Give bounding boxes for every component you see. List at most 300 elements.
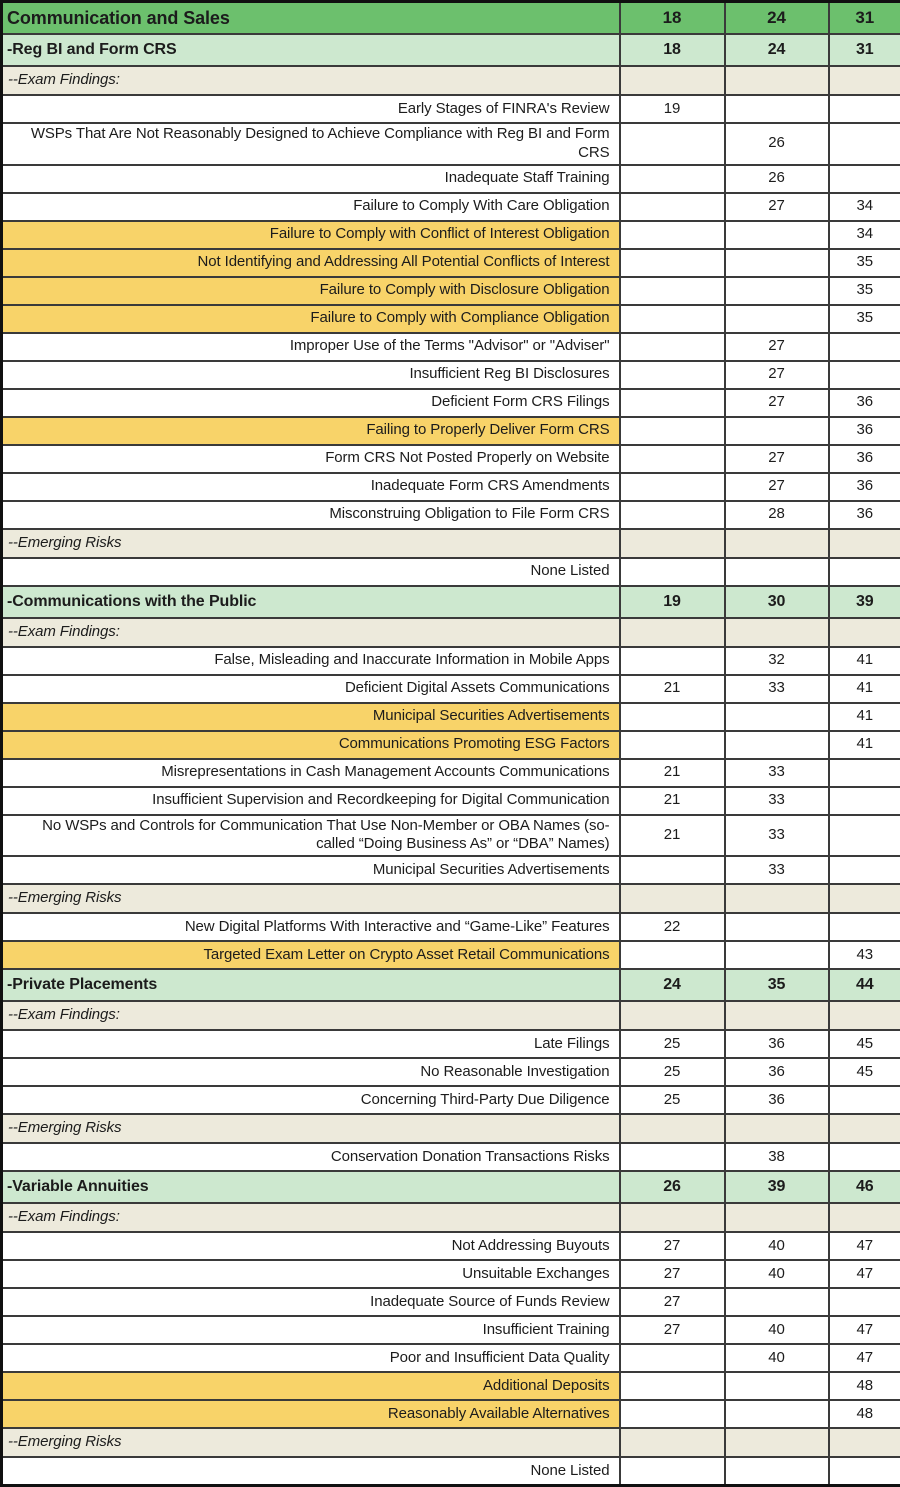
- page-number-cell-col3: [829, 1457, 900, 1486]
- page-number-cell-col1: 27: [620, 1232, 725, 1260]
- section-row: [2, 586, 900, 618]
- highlighted-topic-row: [2, 249, 900, 277]
- page-number-cell-col2: 33: [725, 675, 829, 703]
- page-number-cell-col3: [829, 95, 900, 123]
- page-number-cell-col1: 27: [620, 1260, 725, 1288]
- page-number-cell-col1: [620, 277, 725, 305]
- page-number-cell-col3: 44: [829, 969, 900, 1001]
- highlighted-topic-row: [2, 221, 900, 249]
- topic-row: [2, 165, 900, 193]
- topic-cell: [2, 1372, 620, 1400]
- page-number-cell-col1: [620, 856, 725, 884]
- topic-row: [2, 1058, 900, 1086]
- page-number-cell-col3: [829, 529, 900, 558]
- topic-label: -Reg BI and Form CRS: [7, 41, 177, 58]
- page-number-cell-col1: [620, 941, 725, 969]
- topic-cell: [2, 2, 620, 35]
- topic-row: [2, 647, 900, 675]
- topic-row: [2, 1143, 900, 1171]
- page-number-cell-col3: 36: [829, 445, 900, 473]
- page-number-cell-col1: [620, 1143, 725, 1171]
- topic-label: Not Addressing Buyouts: [452, 1237, 610, 1254]
- topic-row: [2, 95, 900, 123]
- page-number-cell-col2: [725, 1001, 829, 1030]
- topic-label: -Variable Annuities: [7, 1178, 149, 1195]
- page-number-cell-col2: [725, 221, 829, 249]
- page-number-cell-col2: 40: [725, 1260, 829, 1288]
- page-number-cell-col2: 33: [725, 815, 829, 857]
- page-number-cell-col1: [620, 529, 725, 558]
- highlighted-topic-row: [2, 731, 900, 759]
- page-number-cell-col1: [620, 165, 725, 193]
- topic-cell: [2, 1030, 620, 1058]
- topic-label: Municipal Securities Advertisements: [373, 861, 610, 878]
- page-number-cell-col1: 24: [620, 969, 725, 1001]
- page-number-cell-col1: [620, 193, 725, 221]
- page-number-cell-col2: 27: [725, 361, 829, 389]
- page-number-cell-col2: [725, 884, 829, 913]
- topic-label: Deficient Form CRS Filings: [431, 393, 609, 410]
- page-number-cell-col1: [620, 1203, 725, 1232]
- section-row: [2, 34, 900, 66]
- page-number-cell-col1: 21: [620, 759, 725, 787]
- topic-cell: [2, 1143, 620, 1171]
- topic-label: Failing to Properly Deliver Form CRS: [366, 421, 609, 438]
- topic-cell: [2, 703, 620, 731]
- page-number-cell-col3: 48: [829, 1372, 900, 1400]
- page-number-cell-col3: 43: [829, 941, 900, 969]
- page-number-cell-col3: [829, 1428, 900, 1457]
- page-number-cell-col2: 26: [725, 165, 829, 193]
- page-number-cell-col2: [725, 618, 829, 647]
- page-number-cell-col2: 24: [725, 34, 829, 66]
- page-number-cell-col3: [829, 66, 900, 95]
- page-number-cell-col1: [620, 647, 725, 675]
- topic-cell: [2, 1428, 620, 1457]
- topic-row: [2, 1232, 900, 1260]
- page-number-cell-col1: 26: [620, 1171, 725, 1203]
- page-number-cell-col2: 39: [725, 1171, 829, 1203]
- topic-cell: [2, 1171, 620, 1203]
- page-number-cell-col1: 21: [620, 787, 725, 815]
- page-number-cell-col2: [725, 1428, 829, 1457]
- topic-row: [2, 501, 900, 529]
- page-number-cell-col1: [620, 703, 725, 731]
- topic-label: Concerning Third-Party Due Diligence: [361, 1091, 610, 1108]
- topic-label: Reasonably Available Alternatives: [388, 1405, 610, 1422]
- page-number-cell-col2: [725, 913, 829, 941]
- topic-row: [2, 1086, 900, 1114]
- highlighted-topic-row: [2, 703, 900, 731]
- page-number-cell-col1: [620, 333, 725, 361]
- page-number-cell-col3: 39: [829, 586, 900, 618]
- page-number-cell-col1: [620, 1457, 725, 1486]
- topic-cell: [2, 941, 620, 969]
- topic-cell: [2, 647, 620, 675]
- page-number-cell-col1: [620, 884, 725, 913]
- page-number-cell-col1: [620, 473, 725, 501]
- page-number-cell-col2: 33: [725, 856, 829, 884]
- topic-cell: [2, 558, 620, 586]
- topic-cell: [2, 417, 620, 445]
- page-number-cell-col1: 27: [620, 1288, 725, 1316]
- topic-row: [2, 675, 900, 703]
- page-number-cell-col3: 36: [829, 417, 900, 445]
- topic-label: New Digital Platforms With Interactive and “Game-Like” Features: [185, 918, 610, 935]
- topic-row: [2, 1316, 900, 1344]
- topic-cell: [2, 1260, 620, 1288]
- page-number-cell-col1: 18: [620, 2, 725, 35]
- page-number-cell-col2: 24: [725, 2, 829, 35]
- topic-cell: [2, 1086, 620, 1114]
- subheader-row: [2, 66, 900, 95]
- topic-cell: [2, 1344, 620, 1372]
- topic-cell: [2, 787, 620, 815]
- highlighted-topic-row: [2, 941, 900, 969]
- topic-cell: [2, 277, 620, 305]
- page-number-cell-col2: 36: [725, 1058, 829, 1086]
- topic-label: Misrepresentations in Cash Management Accounts Communications: [161, 763, 609, 780]
- page-number-cell-col2: 40: [725, 1232, 829, 1260]
- topic-cell: [2, 1001, 620, 1030]
- topic-cell: [2, 675, 620, 703]
- subheader-row: [2, 1203, 900, 1232]
- page-number-cell-col3: [829, 558, 900, 586]
- topic-row: [2, 1260, 900, 1288]
- page-number-cell-col2: 36: [725, 1030, 829, 1058]
- page-number-cell-col2: 27: [725, 193, 829, 221]
- topic-cell: [2, 815, 620, 857]
- topic-label: None Listed: [531, 562, 610, 579]
- topic-row: [2, 361, 900, 389]
- subheader-row: [2, 618, 900, 647]
- page-number-cell-col3: 47: [829, 1232, 900, 1260]
- topic-cell: [2, 618, 620, 647]
- topic-label: Improper Use of the Terms "Advisor" or "Adviser": [290, 337, 610, 354]
- section-row: [2, 969, 900, 1001]
- topic-cell: [2, 361, 620, 389]
- page-number-cell-col1: [620, 445, 725, 473]
- page-number-cell-col3: 34: [829, 221, 900, 249]
- topic-label: No WSPs and Controls for Communication That Use Non-Member or OBA Names (so-called “Doing Business As” or “DBA” Names): [42, 817, 609, 853]
- topic-label: -Private Placements: [7, 976, 157, 993]
- topic-cell: [2, 1288, 620, 1316]
- page-number-cell-col2: 38: [725, 1143, 829, 1171]
- topic-label: Failure to Comply with Compliance Obligation: [310, 309, 609, 326]
- highlighted-topic-row: [2, 1372, 900, 1400]
- topic-cell: [2, 856, 620, 884]
- topic-label: --Emerging Risks: [8, 534, 121, 551]
- highlighted-topic-row: [2, 1400, 900, 1428]
- page-number-cell-col3: 41: [829, 731, 900, 759]
- page-number-cell-col3: 48: [829, 1400, 900, 1428]
- topic-label: Insufficient Training: [483, 1321, 610, 1338]
- page-number-cell-col3: 31: [829, 2, 900, 35]
- page-number-cell-col3: 35: [829, 305, 900, 333]
- topic-label: None Listed: [531, 1462, 610, 1479]
- topic-row: [2, 389, 900, 417]
- page-number-cell-col2: [725, 1400, 829, 1428]
- page-number-cell-col2: 40: [725, 1344, 829, 1372]
- page-number-cell-col1: 25: [620, 1058, 725, 1086]
- page-number-cell-col1: [620, 1400, 725, 1428]
- topic-label: Early Stages of FINRA's Review: [398, 100, 610, 117]
- topic-label: Inadequate Source of Funds Review: [370, 1293, 609, 1310]
- highlighted-topic-row: [2, 305, 900, 333]
- topic-label: Targeted Exam Letter on Crypto Asset Retail Communications: [203, 946, 609, 963]
- subheader-row: [2, 884, 900, 913]
- subheader-row: [2, 1001, 900, 1030]
- page-number-cell-col1: [620, 305, 725, 333]
- topic-label: --Emerging Risks: [8, 889, 121, 906]
- topic-cell: [2, 501, 620, 529]
- topic-label: No Reasonable Investigation: [420, 1063, 609, 1080]
- page-number-cell-col3: 36: [829, 501, 900, 529]
- page-number-cell-col2: [725, 941, 829, 969]
- topic-row: [2, 759, 900, 787]
- page-number-cell-col3: [829, 1114, 900, 1143]
- topic-label: Late Filings: [534, 1035, 610, 1052]
- topic-row: [2, 787, 900, 815]
- page-number-cell-col2: [725, 703, 829, 731]
- page-number-cell-col1: [620, 361, 725, 389]
- topic-row: [2, 1030, 900, 1058]
- topic-cell: [2, 445, 620, 473]
- page-number-cell-col1: [620, 731, 725, 759]
- topic-row: [2, 123, 900, 165]
- highlighted-topic-row: [2, 417, 900, 445]
- page-number-cell-col3: [829, 1001, 900, 1030]
- topic-cell: [2, 1232, 620, 1260]
- page-number-cell-col3: 35: [829, 249, 900, 277]
- page-number-cell-col2: [725, 417, 829, 445]
- page-number-cell-col3: 46: [829, 1171, 900, 1203]
- topic-label: Misconstruing Obligation to File Form CRS: [329, 505, 609, 522]
- contents-table-body: [2, 2, 900, 1486]
- topic-cell: [2, 305, 620, 333]
- page-number-cell-col3: 41: [829, 703, 900, 731]
- topic-label: False, Misleading and Inaccurate Information in Mobile Apps: [214, 651, 609, 668]
- page-number-cell-col2: 28: [725, 501, 829, 529]
- page-number-cell-col3: 45: [829, 1058, 900, 1086]
- topic-label: Inadequate Staff Training: [445, 169, 610, 186]
- page-number-cell-col1: 19: [620, 95, 725, 123]
- topic-cell: [2, 333, 620, 361]
- topic-cell: [2, 759, 620, 787]
- topic-cell: [2, 884, 620, 913]
- topic-cell: [2, 249, 620, 277]
- topic-row: [2, 193, 900, 221]
- topic-cell: [2, 389, 620, 417]
- page-number-cell-col1: [620, 389, 725, 417]
- topic-label: Form CRS Not Posted Properly on Website: [325, 449, 609, 466]
- topic-label: -Communications with the Public: [7, 593, 256, 610]
- page-number-cell-col3: [829, 618, 900, 647]
- page-number-cell-col2: 27: [725, 333, 829, 361]
- page-number-cell-col2: [725, 558, 829, 586]
- page-number-cell-col3: 47: [829, 1344, 900, 1372]
- topic-label: Not Identifying and Addressing All Potential Conflicts of Interest: [198, 253, 610, 270]
- topic-row: [2, 1288, 900, 1316]
- topic-label: Deficient Digital Assets Communications: [345, 679, 610, 696]
- page-number-cell-col3: 35: [829, 277, 900, 305]
- page-number-cell-col2: 32: [725, 647, 829, 675]
- topic-label: --Exam Findings:: [8, 623, 120, 640]
- page-number-cell-col3: 36: [829, 473, 900, 501]
- topic-row: [2, 473, 900, 501]
- page-number-cell-col2: [725, 731, 829, 759]
- page-number-cell-col3: 41: [829, 647, 900, 675]
- topic-label: --Emerging Risks: [8, 1433, 121, 1450]
- page-number-cell-col1: 25: [620, 1030, 725, 1058]
- page-number-cell-col3: [829, 1086, 900, 1114]
- topic-label: WSPs That Are Not Reasonably Designed to Achieve Compliance with Reg BI and Form CRS: [31, 125, 610, 161]
- topic-cell: [2, 123, 620, 165]
- topic-cell: [2, 913, 620, 941]
- page-number-cell-col1: 27: [620, 1316, 725, 1344]
- page-number-cell-col2: [725, 305, 829, 333]
- page-number-cell-col1: 21: [620, 815, 725, 857]
- topic-cell: [2, 1457, 620, 1486]
- page-number-cell-col2: 26: [725, 123, 829, 165]
- topic-label: Additional Deposits: [483, 1377, 610, 1394]
- topic-row: [2, 815, 900, 857]
- page-number-cell-col3: [829, 165, 900, 193]
- page-number-cell-col1: 19: [620, 586, 725, 618]
- topic-label: Failure to Comply with Disclosure Obligation: [320, 281, 610, 298]
- topic-label: --Exam Findings:: [8, 71, 120, 88]
- page-number-cell-col3: [829, 884, 900, 913]
- topic-row: [2, 558, 900, 586]
- page-number-cell-col2: 30: [725, 586, 829, 618]
- topic-cell: [2, 1058, 620, 1086]
- page-number-cell-col2: 35: [725, 969, 829, 1001]
- topic-cell: [2, 1203, 620, 1232]
- page-number-cell-col1: [620, 618, 725, 647]
- page-number-cell-col1: [620, 1344, 725, 1372]
- topic-label: Poor and Insufficient Data Quality: [390, 1349, 610, 1366]
- topic-label: Municipal Securities Advertisements: [373, 707, 610, 724]
- topic-cell: [2, 586, 620, 618]
- topic-cell: [2, 221, 620, 249]
- topic-label: --Exam Findings:: [8, 1006, 120, 1023]
- page-number-cell-col1: [620, 221, 725, 249]
- page-number-cell-col1: 22: [620, 913, 725, 941]
- page-number-cell-col3: [829, 361, 900, 389]
- page-number-cell-col3: [829, 123, 900, 165]
- page-number-cell-col1: [620, 1372, 725, 1400]
- topic-cell: [2, 969, 620, 1001]
- subheader-row: [2, 1428, 900, 1457]
- page-number-cell-col1: [620, 66, 725, 95]
- page-number-cell-col2: [725, 1288, 829, 1316]
- page-number-cell-col3: 47: [829, 1260, 900, 1288]
- topic-label: --Exam Findings:: [8, 1208, 120, 1225]
- page-number-cell-col3: 36: [829, 389, 900, 417]
- topic-label: Failure to Comply With Care Obligation: [353, 197, 609, 214]
- topic-row: [2, 856, 900, 884]
- page-number-cell-col2: 33: [725, 787, 829, 815]
- page-number-cell-col1: 25: [620, 1086, 725, 1114]
- page-number-cell-col2: [725, 1372, 829, 1400]
- topic-label: Insufficient Supervision and Recordkeeping for Digital Communication: [152, 791, 609, 808]
- topic-label: Unsuitable Exchanges: [462, 1265, 609, 1282]
- page-number-cell-col2: [725, 529, 829, 558]
- page-number-cell-col3: [829, 759, 900, 787]
- page-number-cell-col3: 31: [829, 34, 900, 66]
- topic-cell: [2, 193, 620, 221]
- page-number-cell-col3: 41: [829, 675, 900, 703]
- page-number-cell-col2: [725, 1457, 829, 1486]
- topic-cell: [2, 66, 620, 95]
- page-number-cell-col1: 18: [620, 34, 725, 66]
- topic-cell: [2, 1400, 620, 1428]
- section-row: [2, 1171, 900, 1203]
- page-number-cell-col3: [829, 913, 900, 941]
- topic-label: Communication and Sales: [7, 8, 230, 28]
- page-number-cell-col1: [620, 1001, 725, 1030]
- page-number-cell-col2: [725, 95, 829, 123]
- page-number-cell-col2: 36: [725, 1086, 829, 1114]
- page-number-cell-col1: [620, 501, 725, 529]
- topic-row: [2, 913, 900, 941]
- page-number-cell-col3: [829, 787, 900, 815]
- page-number-cell-col1: [620, 1114, 725, 1143]
- page-number-cell-col1: 21: [620, 675, 725, 703]
- topic-cell: [2, 1114, 620, 1143]
- page-number-cell-col1: [620, 417, 725, 445]
- topic-row: [2, 445, 900, 473]
- topic-cell: [2, 165, 620, 193]
- page-number-cell-col2: [725, 1203, 829, 1232]
- subheader-row: [2, 1114, 900, 1143]
- topic-label: --Emerging Risks: [8, 1119, 121, 1136]
- page-number-cell-col2: 27: [725, 389, 829, 417]
- title-row: [2, 2, 900, 35]
- topic-row: [2, 1457, 900, 1486]
- page-number-cell-col1: [620, 249, 725, 277]
- page-number-cell-col3: [829, 1288, 900, 1316]
- topic-label: Inadequate Form CRS Amendments: [371, 477, 610, 494]
- page-number-cell-col2: [725, 277, 829, 305]
- page-number-cell-col2: [725, 66, 829, 95]
- page-number-cell-col2: 27: [725, 445, 829, 473]
- topic-cell: [2, 529, 620, 558]
- page-number-cell-col3: [829, 333, 900, 361]
- topic-cell: [2, 473, 620, 501]
- topic-cell: [2, 731, 620, 759]
- page-number-cell-col2: 33: [725, 759, 829, 787]
- page-number-cell-col1: [620, 1428, 725, 1457]
- topic-label: Conservation Donation Transactions Risks: [331, 1148, 610, 1165]
- page-number-cell-col3: [829, 815, 900, 857]
- page-number-cell-col2: 40: [725, 1316, 829, 1344]
- topic-cell: [2, 1316, 620, 1344]
- page-number-cell-col2: [725, 249, 829, 277]
- page-number-cell-col3: [829, 1143, 900, 1171]
- page-number-cell-col3: 47: [829, 1316, 900, 1344]
- page-number-cell-col3: [829, 1203, 900, 1232]
- page-number-cell-col1: [620, 558, 725, 586]
- topic-cell: [2, 34, 620, 66]
- topic-row: [2, 1344, 900, 1372]
- page-number-cell-col3: [829, 856, 900, 884]
- page-number-cell-col1: [620, 123, 725, 165]
- subheader-row: [2, 529, 900, 558]
- page-number-cell-col2: [725, 1114, 829, 1143]
- topic-label: Insufficient Reg BI Disclosures: [409, 365, 609, 382]
- topic-row: [2, 333, 900, 361]
